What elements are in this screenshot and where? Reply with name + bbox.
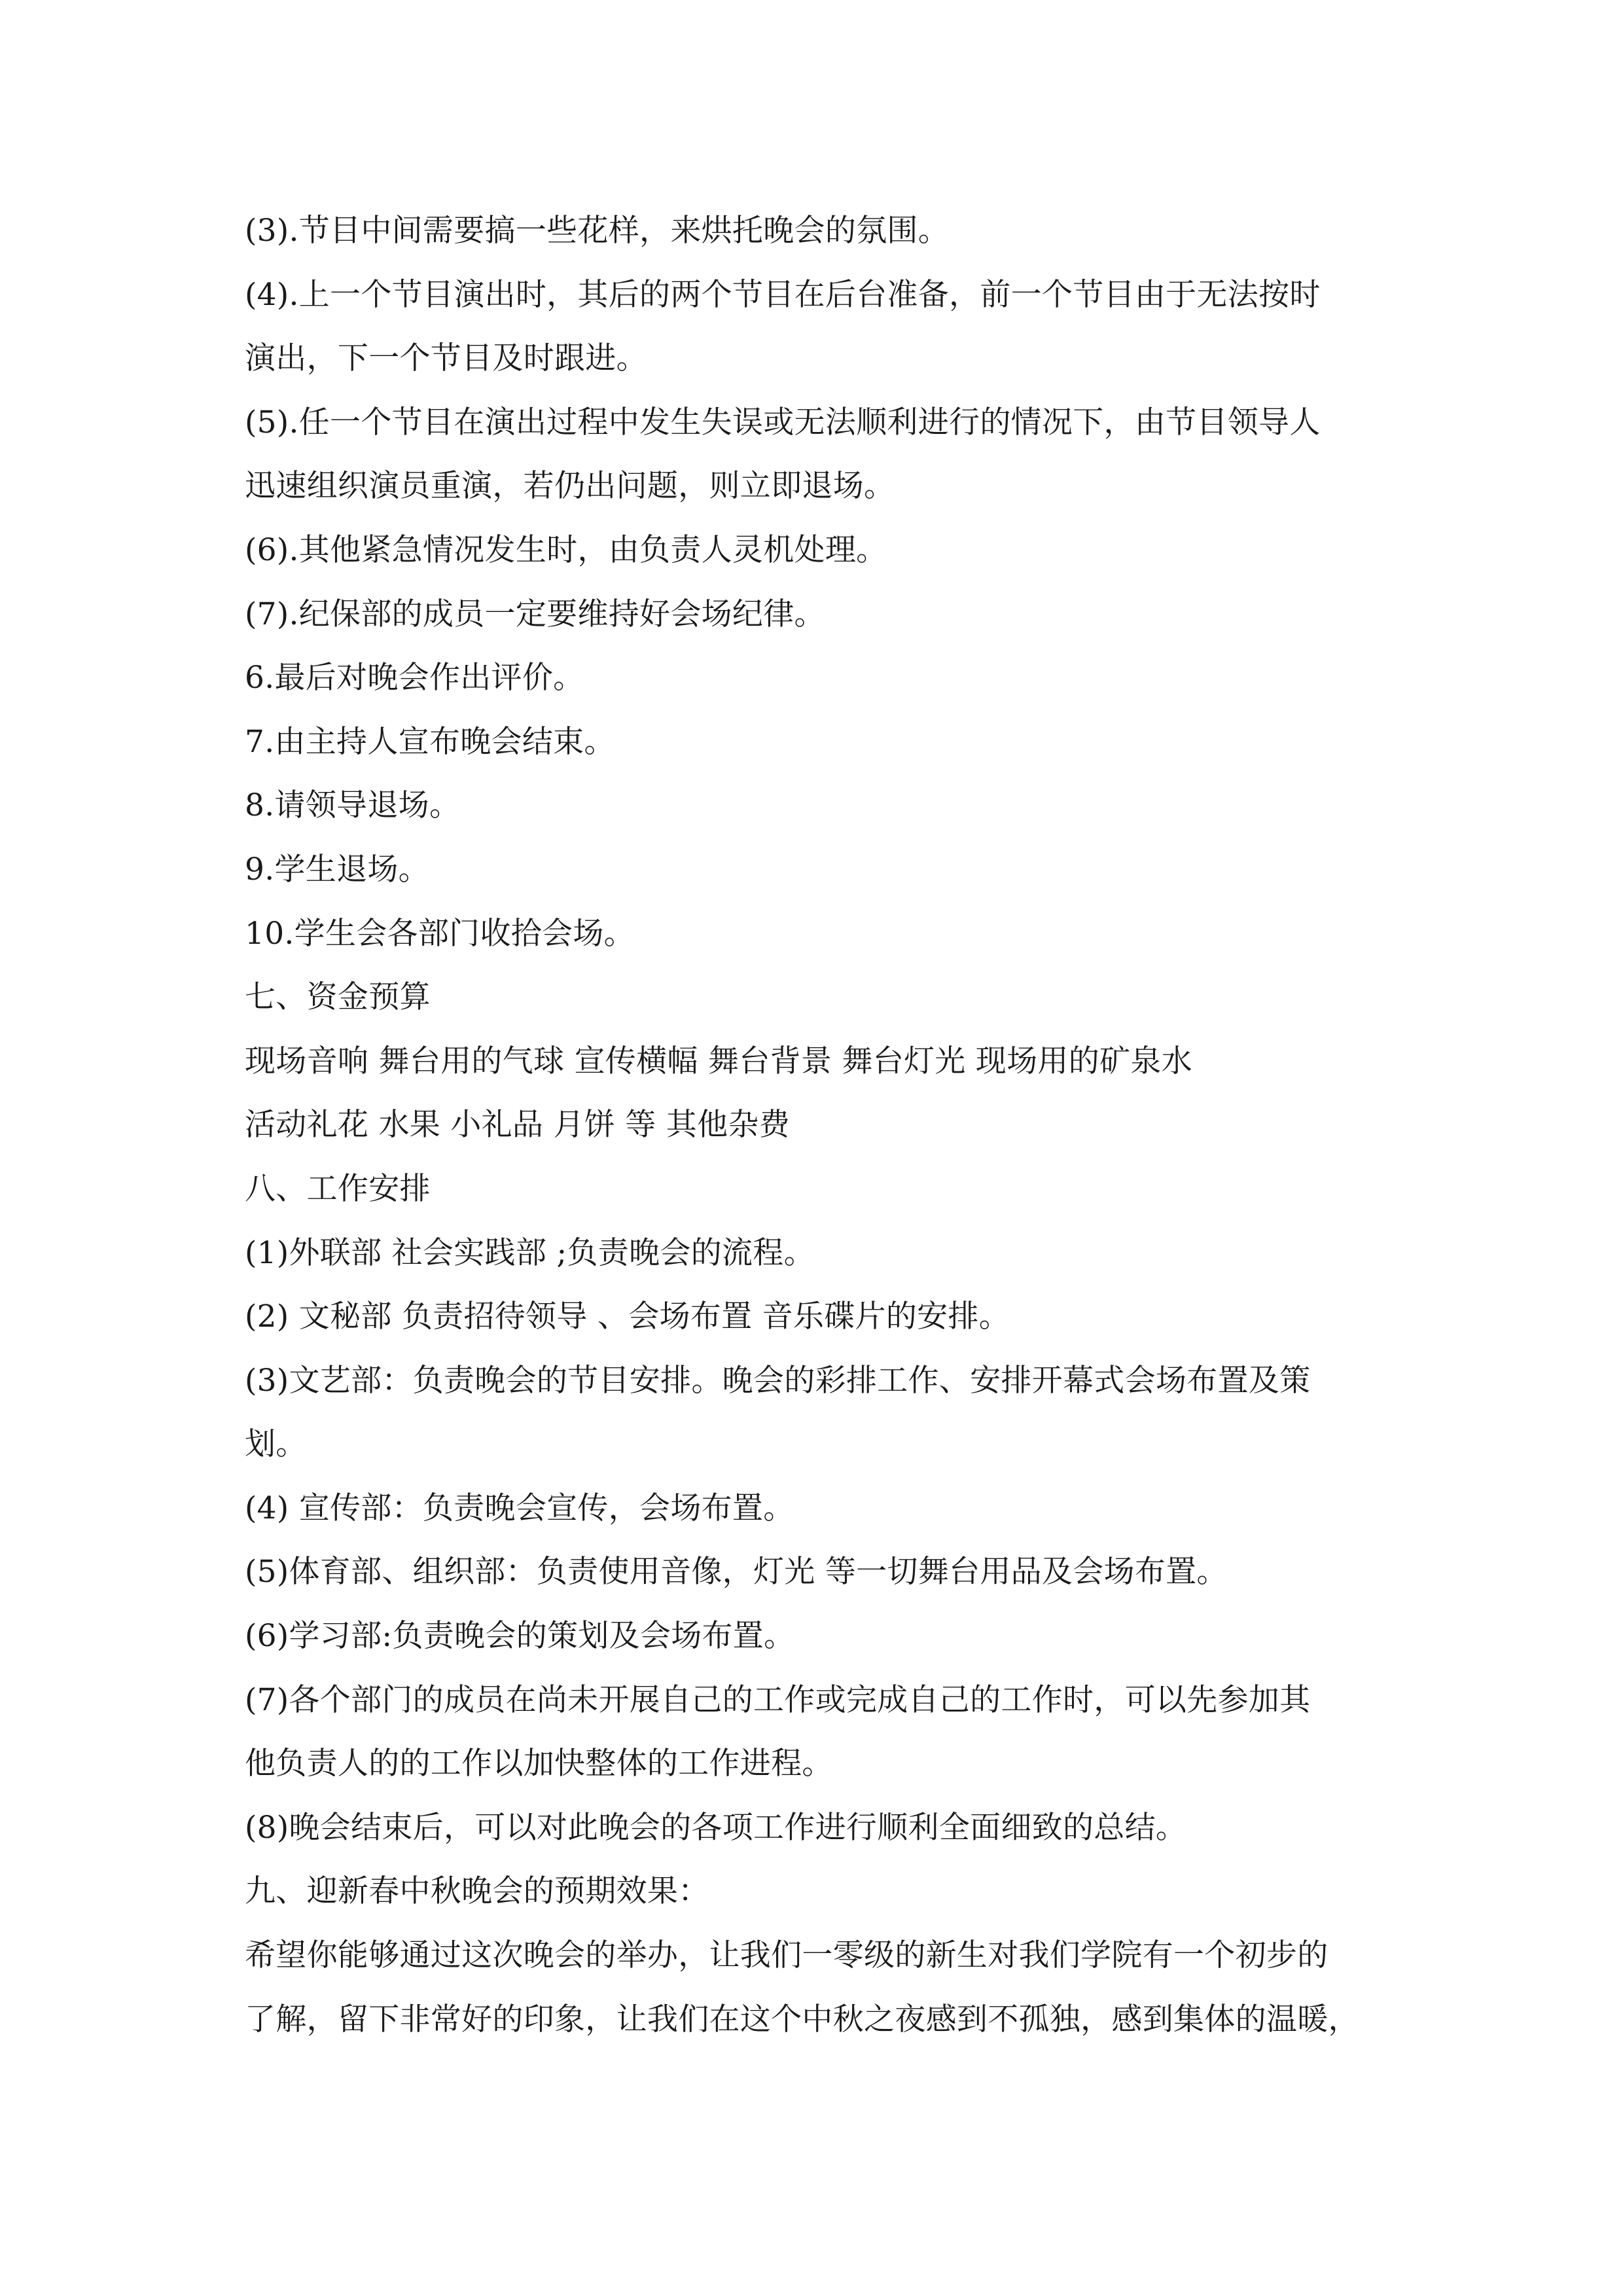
text-line: (6).其他紧急情况发生时，由负责人灵机处理。 xyxy=(245,531,887,568)
text-line: 希望你能够通过这次晚会的举办，让我们一零级的新生对我们学院有一个初步的 xyxy=(245,1937,1329,1974)
section-heading: 七、资金预算 xyxy=(245,979,431,1016)
text-line: (5).任一个节目在演出过程中发生失误或无法顺利进行的情况下，由节目领导人 xyxy=(245,404,1321,440)
text-line: (7).纪保部的成员一定要维持好会场纪律。 xyxy=(245,596,825,632)
text-line: (5)体育部、组织部：负责使用音像，灯光 等一切舞台用品及会场布置。 xyxy=(245,1554,1228,1590)
text-line: (6)学习部:负责晚会的策划及会场布置。 xyxy=(245,1618,795,1655)
text-line: (7)各个部门的成员在尚未开展自己的工作或完成自己的工作时，可以先参加其 xyxy=(245,1681,1311,1718)
text-line: (8)晚会结束后，可以对此晚会的各项工作进行顺利全面细致的总结。 xyxy=(245,1809,1187,1846)
text-line: (4) 宣传部：负责晚会宣传，会场布置。 xyxy=(245,1490,794,1526)
text-line: 7.由主持人宣布晚会结束。 xyxy=(245,723,615,760)
section-heading: 八、工作安排 xyxy=(245,1170,431,1207)
text-line: (3).节目中间需要搞一些花样，来烘托晚会的氛围。 xyxy=(245,213,950,249)
text-line: 现场音响 舞台用的气球 宣传横幅 舞台背景 舞台灯光 现场用的矿泉水 xyxy=(245,1043,1192,1079)
text-line: 9.学生退场。 xyxy=(245,851,429,888)
text-line: 划。 xyxy=(245,1426,307,1463)
text-line: 6.最后对晚会作出评价。 xyxy=(245,660,584,696)
text-line: 10.学生会各部门收拾会场。 xyxy=(245,915,635,952)
section-heading: 九、迎新春中秋晚会的预期效果： xyxy=(245,1873,709,1910)
text-line: 演出，下一个节目及时跟进。 xyxy=(245,340,647,377)
text-line: 他负责人的的工作以加快整体的工作进程。 xyxy=(245,1746,833,1782)
text-line: (1)外联部 社会实践部 ;负责晚会的流程。 xyxy=(245,1234,815,1271)
text-line: 8.请领导退场。 xyxy=(245,787,461,824)
document-body xyxy=(245,199,1383,2051)
text-line: 迅速组织演员重演，若仍出问题，则立即退场。 xyxy=(245,468,895,505)
text-line: 活动礼花 水果 小礼品 月饼 等 其他杂费 xyxy=(245,1107,790,1143)
text-line: 了解，留下非常好的印象，让我们在这个中秋之夜感到不孤独，感到集体的温暖， xyxy=(245,2001,1359,2037)
text-line: (3)文艺部：负责晚会的节目安排。晚会的彩排工作、安排开幕式会场布置及策 xyxy=(245,1362,1311,1399)
text-line: (2) 文秘部 负责招待领导 、会场布置 音乐碟片的安排。 xyxy=(245,1299,1010,1335)
text-line: (4).上一个节目演出时，其后的两个节目在后台准备，前一个节目由于无法按时 xyxy=(245,276,1321,313)
